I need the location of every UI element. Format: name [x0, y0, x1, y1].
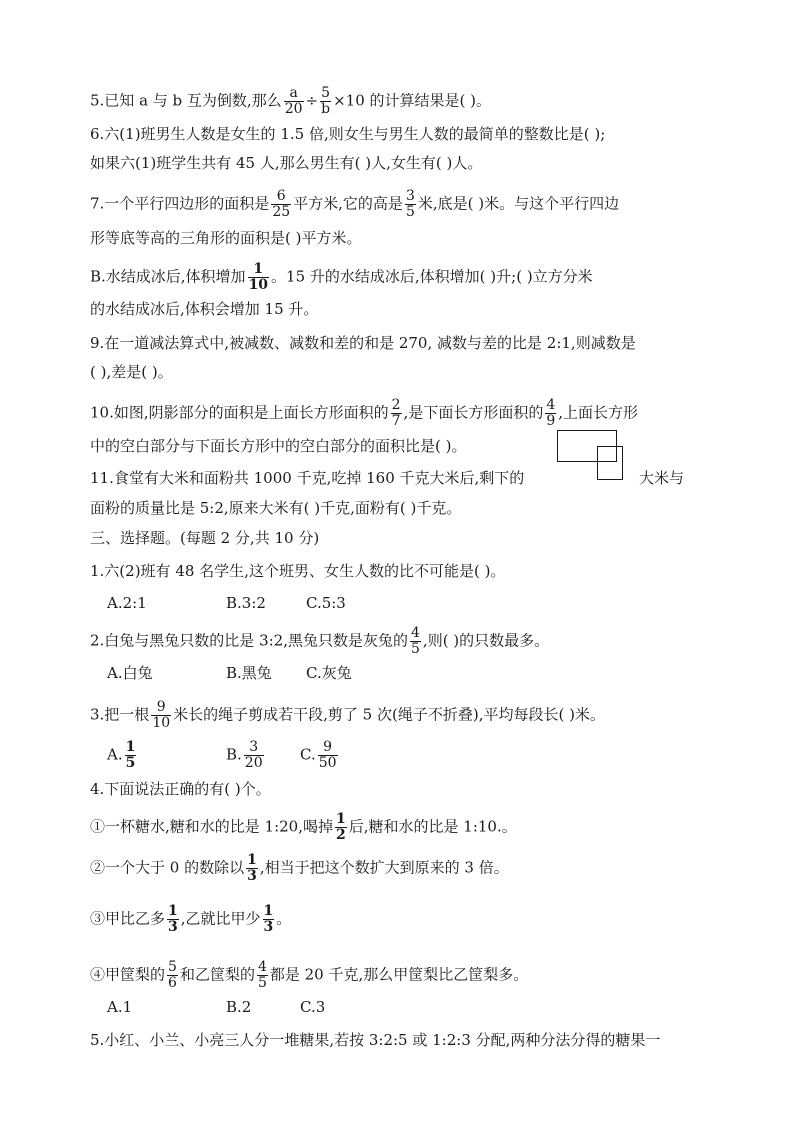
fraction: $\frac{3}{5}$	[405, 188, 415, 220]
choice-question-2: 2.白兔与黑兔只数的比是 3:2,黑兔只数是灰兔的 $\frac{4}{5}$ ,则( )的只数最多。	[90, 625, 550, 657]
option-b: B.3:2	[226, 594, 266, 612]
option-b: B.2	[226, 998, 252, 1016]
fraction: $\frac{1}{10}$	[248, 261, 269, 293]
fill-question-5: 5.已知 a 与 b 互为倒数,那么 $\frac{a}{20}$ ÷ $\frac{5}{b}$ ×10 的计算结果是( )。	[90, 85, 491, 117]
fill-question-11-line-2: 面粉的质量比是 5:2,原来大米有( )千克,面粉有( )千克。	[90, 499, 462, 517]
fill-question-11-line-1-end: 大米与	[639, 469, 685, 487]
fill-question-6-line-1: 6.六(1)班男生人数是女生的 1.5 倍,则女生与男生人数的最简单的整数比是( );	[90, 125, 606, 143]
fraction: $\frac{6}{25}$	[272, 188, 291, 220]
option-c: C.5:3	[306, 594, 346, 612]
fill-question-8-line-2: 的水结成冰后,体积会增加 15 升。	[90, 300, 319, 318]
overlapping-rectangles-diagram	[557, 430, 627, 482]
fill-question-11-line-1: 11.食堂有大米和面粉共 1000 千克,吃掉 160 千克大米后,剩下的	[90, 469, 525, 487]
fraction: $\frac{1}{3}$	[168, 903, 178, 935]
choice-question-3: 3.把一根 $\frac{9}{10}$ 米长的绳子剪成若干段,剪了 5 次(绳子不折叠),平均每段长( )米。	[90, 699, 605, 731]
fraction: $\frac{a}{20}$	[284, 85, 303, 117]
fraction: $\frac{5}{6}$	[168, 959, 177, 991]
option-b: B. $\frac{3}{20}$	[226, 739, 263, 771]
fraction: $\frac{2}{7}$	[391, 397, 401, 429]
fraction: $\frac{9}{10}$	[152, 699, 171, 731]
statement-2: ②一个大于 0 的数除以 $\frac{1}{3}$ ,相当于把这个数扩大到原来的 3 倍。	[90, 852, 509, 884]
fraction: $\frac{1}{3}$	[247, 852, 257, 884]
fill-question-6-line-2: 如果六(1)班学生共有 45 人,那么男生有( )人,女生有( )人。	[90, 154, 483, 172]
fraction: $\frac{5}{b}$	[321, 85, 331, 117]
fill-question-8-line-1: B.水结成冰后,体积增加 $\frac{1}{10}$ 。15 升的水结成冰后,体积增加( )升;( )立方分米	[90, 261, 593, 293]
choice-question-1: 1.六(2)班有 48 名学生,这个班男、女生人数的比不可能是( )。	[90, 562, 506, 580]
statement-4: ④甲筐梨的 $\frac{5}{6}$ 和乙筐梨的 $\frac{4}{5}$ 都是 20 千克,那么甲筐梨比乙筐梨多。	[90, 959, 529, 991]
fraction: $\frac{3}{20}$	[244, 739, 263, 771]
option-a: A.1	[107, 998, 133, 1016]
fill-question-9-line-1: 9.在一道减法算式中,被减数、减数和差的和是 270, 减数与差的比是 2:1,则减数是	[90, 334, 636, 352]
section-title: 三、选择题。(每题 2 分,共 10 分)	[90, 529, 320, 547]
fill-question-10-line-2: 中的空白部分与下面长方形中的空白部分的面积比是( )。	[90, 437, 467, 455]
fill-question-10-line-1: 10.如图,阴影部分的面积是上面长方形面积的 $\frac{2}{7}$ ,是下面长方形面积的 $\frac{4}{9}$ ,上面长方形	[90, 397, 639, 429]
option-a: A.白兔	[107, 664, 153, 682]
option-c: C.3	[300, 998, 326, 1016]
fraction: $\frac{1}{2}$	[336, 811, 346, 843]
option-b: B.黑兔	[226, 664, 272, 682]
shaded-overlap	[597, 446, 617, 462]
option-c: C.灰兔	[306, 664, 352, 682]
statement-1: ①一杯糖水,糖和水的比是 1:20,喝掉 $\frac{1}{2}$ 后,糖和水的比是 1:10.。	[90, 811, 517, 843]
option-c: C. $\frac{9}{50}$	[300, 739, 337, 771]
fraction: $\frac{9}{50}$	[318, 739, 337, 771]
choice-question-4: 4.下面说法正确的有( )个。	[90, 780, 271, 798]
fraction: $\frac{1}{5}$	[125, 739, 136, 771]
fill-question-9-line-2: ( ),差是( )。	[90, 363, 173, 381]
fraction: $\frac{4}{5}$	[411, 625, 420, 657]
fraction: $\frac{4}{5}$	[257, 959, 267, 991]
fill-question-7-line-1: 7.一个平行四边形的面积是 $\frac{6}{25}$ 平方米,它的高是 $\frac{3}{5}$ 米,底是( )米。与这个平行四边	[90, 188, 620, 220]
option-a: A.2:1	[107, 594, 147, 612]
choice-question-5: 5.小红、小兰、小亮三人分一堆糖果,若按 3:2:5 或 1:2:3 分配,两种分法分得的糖果一	[90, 1031, 661, 1049]
fraction: $\frac{4}{9}$	[546, 397, 556, 429]
option-a: A. $\frac{1}{5}$	[107, 739, 136, 771]
fill-question-7-line-2: 形等底等高的三角形的面积是( )平方米。	[90, 229, 362, 247]
fraction: $\frac{1}{3}$	[263, 903, 274, 935]
statement-3: ③甲比乙多 $\frac{1}{3}$ ,乙就比甲少 $\frac{1}{3}$ 。	[90, 903, 292, 935]
